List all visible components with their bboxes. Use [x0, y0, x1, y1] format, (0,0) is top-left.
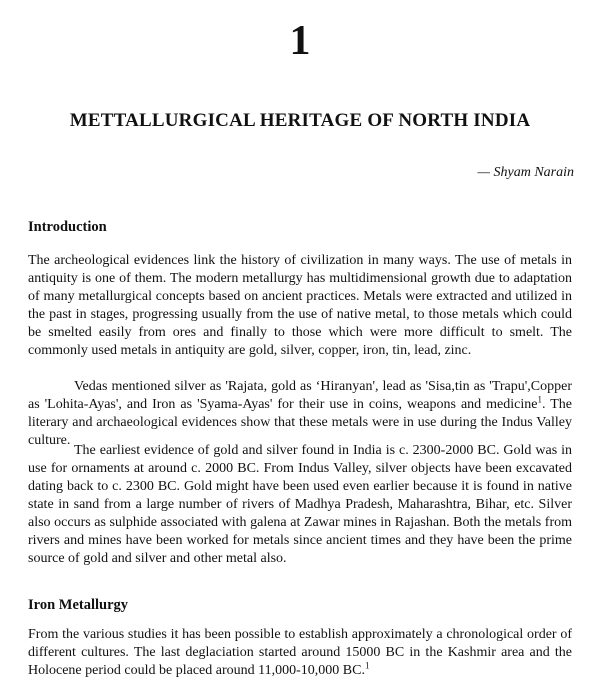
paragraph-text: Vedas mentioned silver as 'Rajata, gold as ‘Hiranyan', lead as 'Sisa,tin as 'Trapu',Copper as 'Lohita-Ayas', and Iron as 'Syama-Ayas' for their use in coins, weapons and medicine: [28, 379, 572, 412]
paragraph-iron-1: [28, 626, 572, 680]
paragraph-text: From the various studies it has been possible to establish approximately a chronological order of different cultures. The last deglaciation started around 15000 BC in the Kashmir area and the Holocene period could be placed around 11,000-10,000 BC.: [28, 627, 572, 678]
footnote-marker: 1: [537, 394, 542, 405]
chapter-number: 1: [289, 18, 311, 64]
author-byline: — Shyam Narain: [477, 165, 574, 180]
paragraph-text-continued: . The literary and archaeological evidences show that these metals were in use during the Indus Valley culture.: [28, 397, 572, 448]
paragraph-introduction-2: [28, 378, 572, 450]
paragraph-introduction-1: The archeological evidences link the history of civilization in many ways. The use of metals in antiquity is one of them. The modern metallurgy has multidimensional growth due to adaptation of many metallurgical concepts based on ancient practices. Metals were extracted and utilized in the past in stages, progressing usually from the use of native metal, to those metals which could be smelted easily from ores and finally to those which were more difficult to smelt. The commonly used metals in antiquity are gold, silver, copper, iron, tin, lead, zinc.: [28, 253, 572, 358]
footnote-marker: 1: [364, 660, 370, 671]
section-heading-introduction: Introduction: [28, 219, 107, 235]
paragraph-introduction-3: The earliest evidence of gold and silver found in India is c. 2300-2000 BC. Gold was in use for ornaments at around c. 2000 BC. From Indus Valley, silver objects have been excavated dating back to c. 2300 BC. Gold might have been used even earlier because it is found in native state in sand from a large number of rivers of Madhya Pradesh, Maharashtra, Bihar, etc. Silver also occurs as sulphide associated with galena at Zawar mines in Rajashan. Both the metals from rivers and mines have been worked for metals since ancient times and they have been the prime source of gold and silver and other metal also.: [28, 443, 572, 566]
chapter-title: METTALLURGICAL HERITAGE OF NORTH INDIA: [69, 110, 531, 131]
section-heading-iron-metallurgy: Iron Metallurgy: [28, 597, 129, 613]
